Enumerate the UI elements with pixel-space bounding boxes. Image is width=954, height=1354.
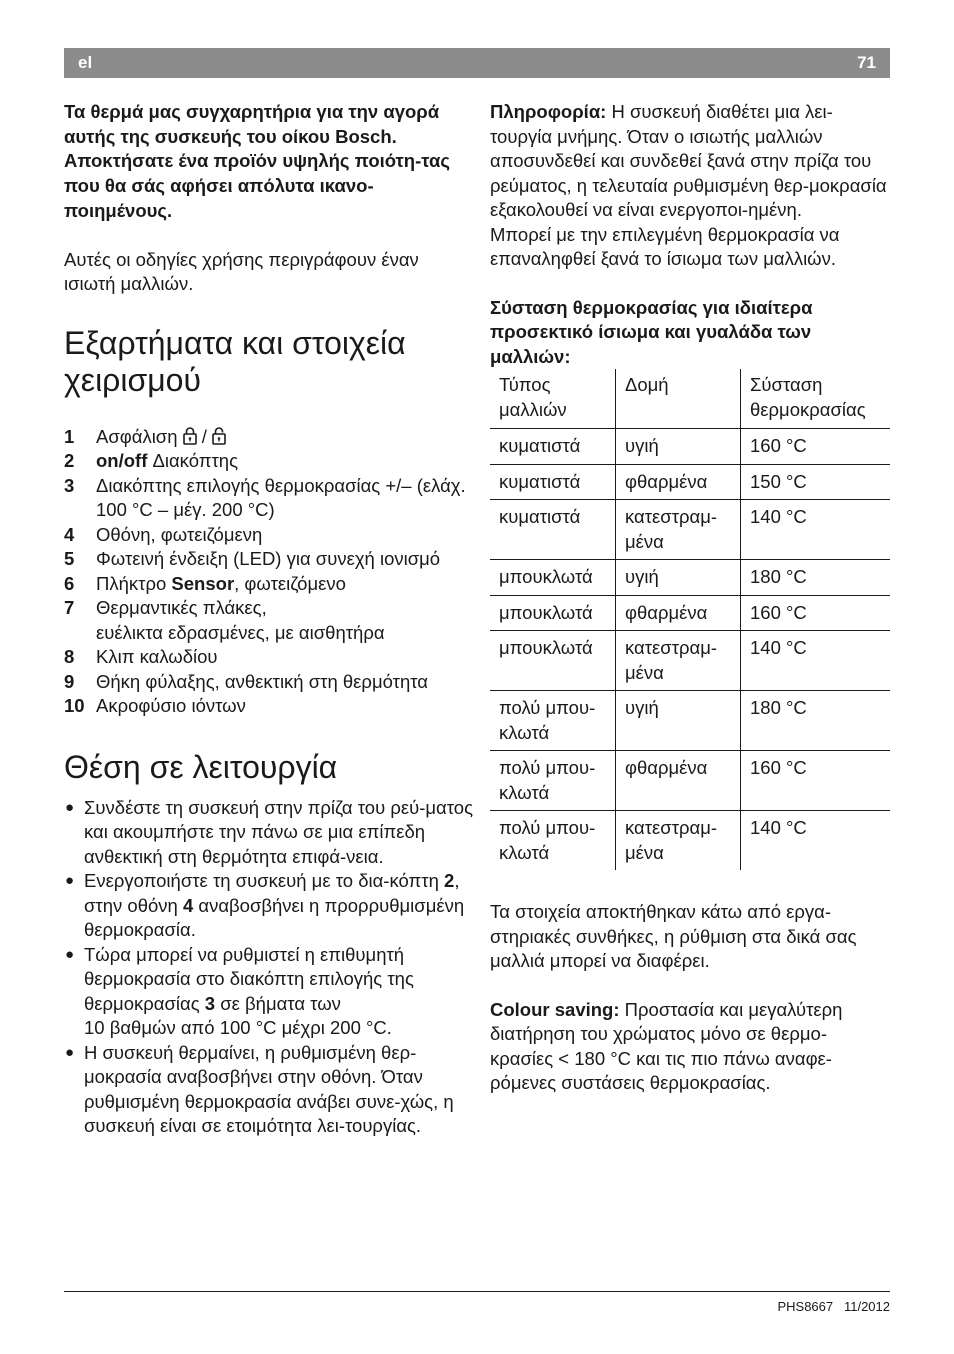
table-row bbox=[490, 595, 890, 631]
table-cell: 160 °C bbox=[741, 429, 891, 465]
lab-conditions-note: Τα στοιχεία αποκτήθηκαν κάτω από εργα-στηριακές συνθήκες, η ρύθμιση στα δικά σας μαλλιά μπορεί να διαφέρει. bbox=[490, 901, 857, 971]
list-item: ● Ενεργοποιήστε τη συσκευή με το δια-κόπτη 2, στην οθόνη 4 αναβοσβήνει η προρρυθμισμένη θερμοκρασία. bbox=[65, 870, 465, 941]
table-cell: 140 °C bbox=[741, 631, 891, 691]
table-cell: 140 °C bbox=[741, 500, 891, 560]
table-cell: μπουκλωτά bbox=[490, 560, 616, 596]
table-cell: φθαρμένα bbox=[616, 464, 741, 500]
lock-closed-icon bbox=[183, 426, 197, 445]
lock-open-icon bbox=[212, 426, 226, 445]
bullet-icon: ● bbox=[65, 945, 75, 963]
model-number: PHS8667 bbox=[777, 1299, 834, 1314]
recommendation-heading: Σύσταση θερμοκρασίας για ιδιαίτερα προσεκτικό ίσιωμα και γυαλάδα των μαλλιών: bbox=[490, 296, 813, 367]
congrats-text: Τα θερμά μας συγχαρητήρια για την αγορά αυτής της συσκευής του οίκου Bosch. Αποκτήσατε ένα προϊόν υψηλής ποιότη-τας που θα σάς αφήσει απόλυτα ικανο-ποιημένους. bbox=[64, 101, 450, 221]
table-cell: υγιή bbox=[616, 691, 741, 751]
table-cell: 160 °C bbox=[741, 751, 891, 811]
table-cell: πολύ μπου-κλωτά bbox=[490, 691, 616, 751]
bullet-icon: ● bbox=[65, 872, 75, 890]
table-cell: 160 °C bbox=[741, 595, 891, 631]
list-item: 2 on/off Διακόπτης bbox=[64, 450, 239, 472]
intro-description: Αυτές οι οδηγίες χρήσης περιγράφουν έναν ισιωτή μαλλιών. bbox=[64, 248, 419, 295]
list-item: 10 Ακροφύσιο ιόντων bbox=[64, 695, 246, 717]
table-row bbox=[490, 464, 890, 500]
list-item: 7 Θερμαντικές πλάκες, ευέλικτα εδρασμένες, με αισθητήρα bbox=[64, 597, 385, 643]
table-row bbox=[490, 429, 890, 465]
table-row bbox=[490, 751, 890, 811]
list-item: 8 Κλιπ καλωδίου bbox=[64, 646, 218, 668]
list-item: 5 Φωτεινή ένδειξη (LED) για συνεχή ιονισμό bbox=[64, 548, 441, 570]
table-cell: μπουκλωτά bbox=[490, 631, 616, 691]
parts-list bbox=[64, 425, 474, 719]
temperature-table bbox=[490, 369, 890, 870]
bullet-icon: ● bbox=[65, 798, 75, 816]
language-code: el bbox=[78, 53, 93, 72]
left-column bbox=[64, 100, 474, 1139]
list-item: 9 Θήκη φύλαξης, ανθεκτική στη θερμότητα bbox=[64, 670, 428, 692]
list-item: ● Τώρα μπορεί να ρυθμιστεί η επιθυμητή θερμοκρασία στο διακόπτη επιλογής της θερμοκρασίας 3 σε βήματα των 10 βαθμών από 100 °C μέχρι 200 °C. bbox=[65, 943, 414, 1039]
list-item: 1 Ασφάλιση / bbox=[64, 425, 474, 450]
table-cell: 180 °C bbox=[741, 560, 891, 596]
table-cell: 150 °C bbox=[741, 464, 891, 500]
column-header: Σύσταση θερμοκρασίας bbox=[750, 374, 866, 420]
table-cell: πολύ μπου-κλωτά bbox=[490, 811, 616, 871]
table-cell: φθαρμένα bbox=[616, 595, 741, 631]
table-row bbox=[490, 500, 890, 560]
column-header: Τύπος μαλλιών bbox=[499, 374, 567, 420]
table-row bbox=[490, 811, 890, 871]
list-item: 6 Πλήκτρο Sensor, φωτειζόμενο bbox=[64, 572, 346, 594]
table-row bbox=[490, 691, 890, 751]
footer-divider bbox=[64, 1291, 890, 1292]
table-cell: μπουκλωτά bbox=[490, 595, 616, 631]
info-paragraph: Πληροφορία: Η συσκευή διαθέτει μια λει-τουργία μνήμης. Όταν ο ισιωτής μαλλιών αποσυνδεθεί και συνδεθεί ξανά στην πρίζα του ρεύματος, η τελευταία ρυθμισμένη θερ-μοκρασία εξακολουθεί να είναι ενεργοποι-ημένη. Μπορεί με την επιλεγμένη θερμοκρασία να επαναληφθεί ξανά το ίσιωμα των μαλλιών. bbox=[490, 101, 887, 269]
page-header-bar bbox=[64, 48, 890, 78]
table-cell: πολύ μπου-κλωτά bbox=[490, 751, 616, 811]
table-cell: κατεστραμ-μένα bbox=[616, 500, 741, 560]
table-cell: κατεστραμ-μένα bbox=[616, 811, 741, 871]
parts-heading: Εξαρτήματα και στοιχεία χειρισμού bbox=[64, 324, 406, 398]
table-header-row bbox=[490, 369, 890, 429]
table-cell: υγιή bbox=[616, 429, 741, 465]
colour-saving-paragraph: Colour saving: Προστασία και μεγαλύτερη διατήρηση του χρώματος μόνο σε θερμο-κρασίες < 180 °C και τις πιο πάνω αναφε-ρόμενες συστάσεις θερμοκρασίας. bbox=[490, 998, 843, 1093]
table-cell: κυματιστά bbox=[490, 500, 616, 560]
table-cell: κυματιστά bbox=[490, 429, 616, 465]
bullet-icon: ● bbox=[65, 1043, 75, 1061]
operation-steps bbox=[64, 796, 474, 1139]
right-column bbox=[490, 100, 890, 1096]
page-number: 71 bbox=[857, 53, 876, 72]
table-cell: 140 °C bbox=[741, 811, 891, 871]
list-item: ● Συνδέστε τη συσκευή στην πρίζα του ρεύ-ματος και ακουμπήστε την πάνω σε μια επίπεδη ανθεκτική στη θερμότητα επιφά-νεια. bbox=[65, 796, 473, 867]
table-cell: κυματιστά bbox=[490, 464, 616, 500]
table-cell: κατεστραμ-μένα bbox=[616, 631, 741, 691]
list-item: ● Η συσκευή θερμαίνει, η ρυθμισμένη θερ-μοκρασία αναβοσβήνει στην οθόνη. Όταν ρυθμισμένη θερμοκρασία ανάβει συνε-χώς, η συσκευή είναι σε ετοιμότητα λει-τουργίας. bbox=[65, 1041, 454, 1137]
list-item: 3 Διακόπτης επιλογής θερμοκρασίας +/– (ελάχ. 100 °C – μέγ. 200 °C) bbox=[64, 474, 466, 521]
table-cell: υγιή bbox=[616, 560, 741, 596]
table-row bbox=[490, 560, 890, 596]
table-cell: φθαρμένα bbox=[616, 751, 741, 811]
table-row bbox=[490, 631, 890, 691]
list-item: 4 Οθόνη, φωτειζόμενη bbox=[64, 523, 263, 545]
column-header: Δομή bbox=[616, 369, 741, 429]
print-date: 11/2012 bbox=[843, 1299, 890, 1314]
table-cell: 180 °C bbox=[741, 691, 891, 751]
footer-model-date bbox=[777, 1299, 890, 1314]
operation-heading: Θέση σε λειτουργία bbox=[64, 748, 338, 785]
